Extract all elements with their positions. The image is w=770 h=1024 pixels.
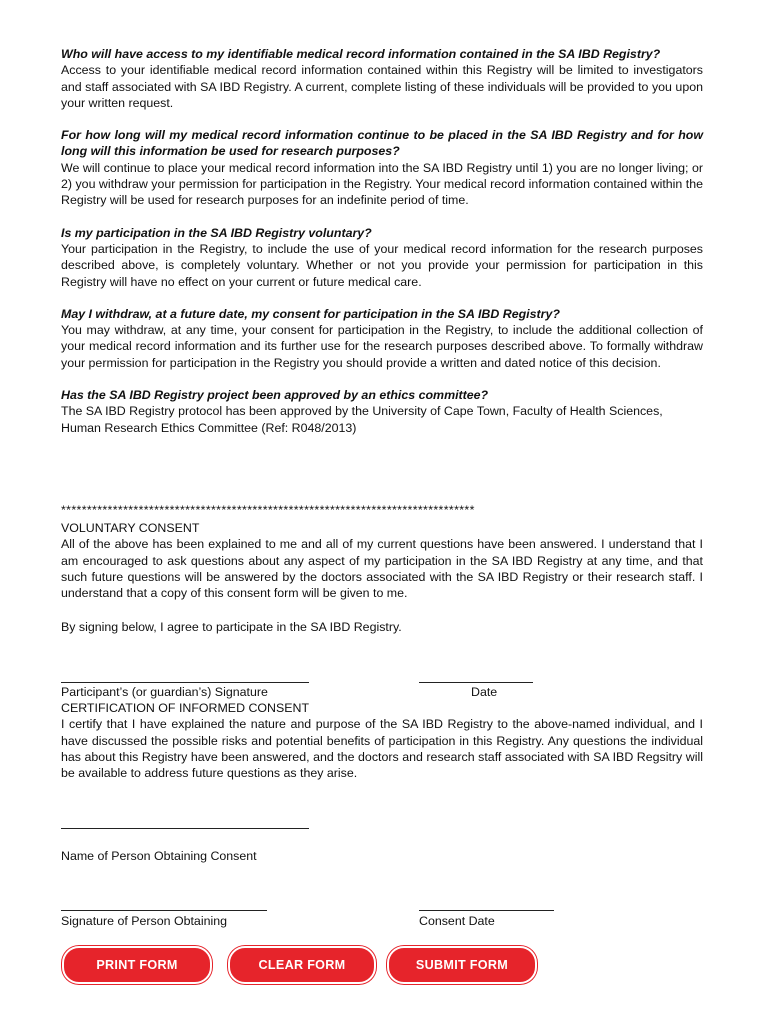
question-voluntary: Is my participation in the SA IBD Registry voluntary? xyxy=(61,225,372,240)
section-access xyxy=(61,46,703,111)
separator-line: ******************************************************************************** xyxy=(61,503,475,517)
obtaining-signature-line[interactable] xyxy=(61,910,267,911)
section-voluntary xyxy=(61,225,703,290)
voluntary-consent-body: All of the above has been explained to me and all of my current questions have been answered. I understand that I am encouraged to ask questions about any aspect of my participation in the SA IBD Registry at any time, and that such future questions will be answered by the doctors associated with the SA IBD Registry or their research staff. I understand that a copy of this consent form will be given to me. xyxy=(61,537,703,601)
voluntary-consent-section xyxy=(61,520,703,601)
obtaining-name-label: Name of Person Obtaining Consent xyxy=(61,849,257,863)
obtaining-name-line[interactable] xyxy=(61,828,309,829)
answer-voluntary: Your participation in the Registry, to include the use of your medical record information for the research purposes described above, is completely voluntary. Whether or not you provide your permission for participation in this Registry will have no effect on your current or future medical care. xyxy=(61,241,703,289)
answer-ethics-line-2: Human Research Ethics Committee (Ref: R048/2013) xyxy=(61,420,357,435)
print-form-button[interactable]: PRINT FORM xyxy=(62,946,212,984)
answer-access: Access to your identifiable medical record information contained within this Registry will be limited to investigators and staff associated with SA IBD Registry. A current, complete listing of these individuals will be provided to you upon your written request. xyxy=(61,63,703,110)
question-duration: For how long will my medical record information continue to be placed in the SA IBD Registry and for how long will this information be used for research purposes? xyxy=(61,128,703,159)
obtaining-signature-label: Signature of Person Obtaining xyxy=(61,914,228,928)
answer-withdraw: You may withdraw, at any time, your consent for participation in the Registry, to include the additional collection of your medical record information and its further use for the research purposes described above. To formally withdraw your permission for participation in the Registry you should provide a written and dated notice of this decision. xyxy=(61,323,703,370)
participant-date-line[interactable] xyxy=(419,682,533,683)
question-access: Who will have access to my identifiable medical record information contained in the SA IBD Registry? xyxy=(61,47,661,61)
clear-form-button[interactable]: CLEAR FORM xyxy=(228,946,376,984)
certification-heading: CERTIFICATION OF INFORMED CONSENT xyxy=(61,701,310,715)
section-ethics xyxy=(61,387,703,436)
question-ethics: Has the SA IBD Registry project been approved by an ethics committee? xyxy=(61,388,489,403)
section-withdraw xyxy=(61,306,703,371)
consent-date-label: Consent Date xyxy=(419,914,495,928)
question-withdraw: May I withdraw, at a future date, my consent for participation in the SA IBD Registry? xyxy=(61,306,560,321)
submit-form-button[interactable]: SUBMIT FORM xyxy=(387,946,537,984)
consent-document xyxy=(61,46,703,452)
voluntary-consent-heading: VOLUNTARY CONSENT xyxy=(61,521,200,535)
participant-signature-label: Participant’s (or guardian’s) Signature xyxy=(61,685,268,699)
answer-duration: We will continue to place your medical record information into the SA IBD Registry until 1) you are no longer living; or 2) you withdraw your permission for participation in the Registry. Your medical record information contained within the Registry will be used for research purposes for an indefinite period of time. xyxy=(61,160,703,208)
certification-body: I certify that I have explained the nature and purpose of the SA IBD Registry to the above-named individual, and I have discussed the possible risks and potential benefits of participation in this Registry. Any questions the individual has about this Registry have been answered, and the doctors and research staff associated with SA IBD Regsitry will be available to address future questions as they arise. xyxy=(61,717,703,781)
certification-section xyxy=(61,700,703,781)
answer-ethics-line-1: The SA IBD Registry protocol has been approved by the University of Cape Town, Faculty of Health Sciences, xyxy=(61,404,663,419)
participant-signature-line[interactable] xyxy=(61,682,309,683)
agree-statement: By signing below, I agree to participate in the SA IBD Registry. xyxy=(61,620,402,634)
consent-date-line[interactable] xyxy=(419,910,554,911)
section-duration xyxy=(61,127,703,208)
participant-date-label: Date xyxy=(471,685,498,699)
